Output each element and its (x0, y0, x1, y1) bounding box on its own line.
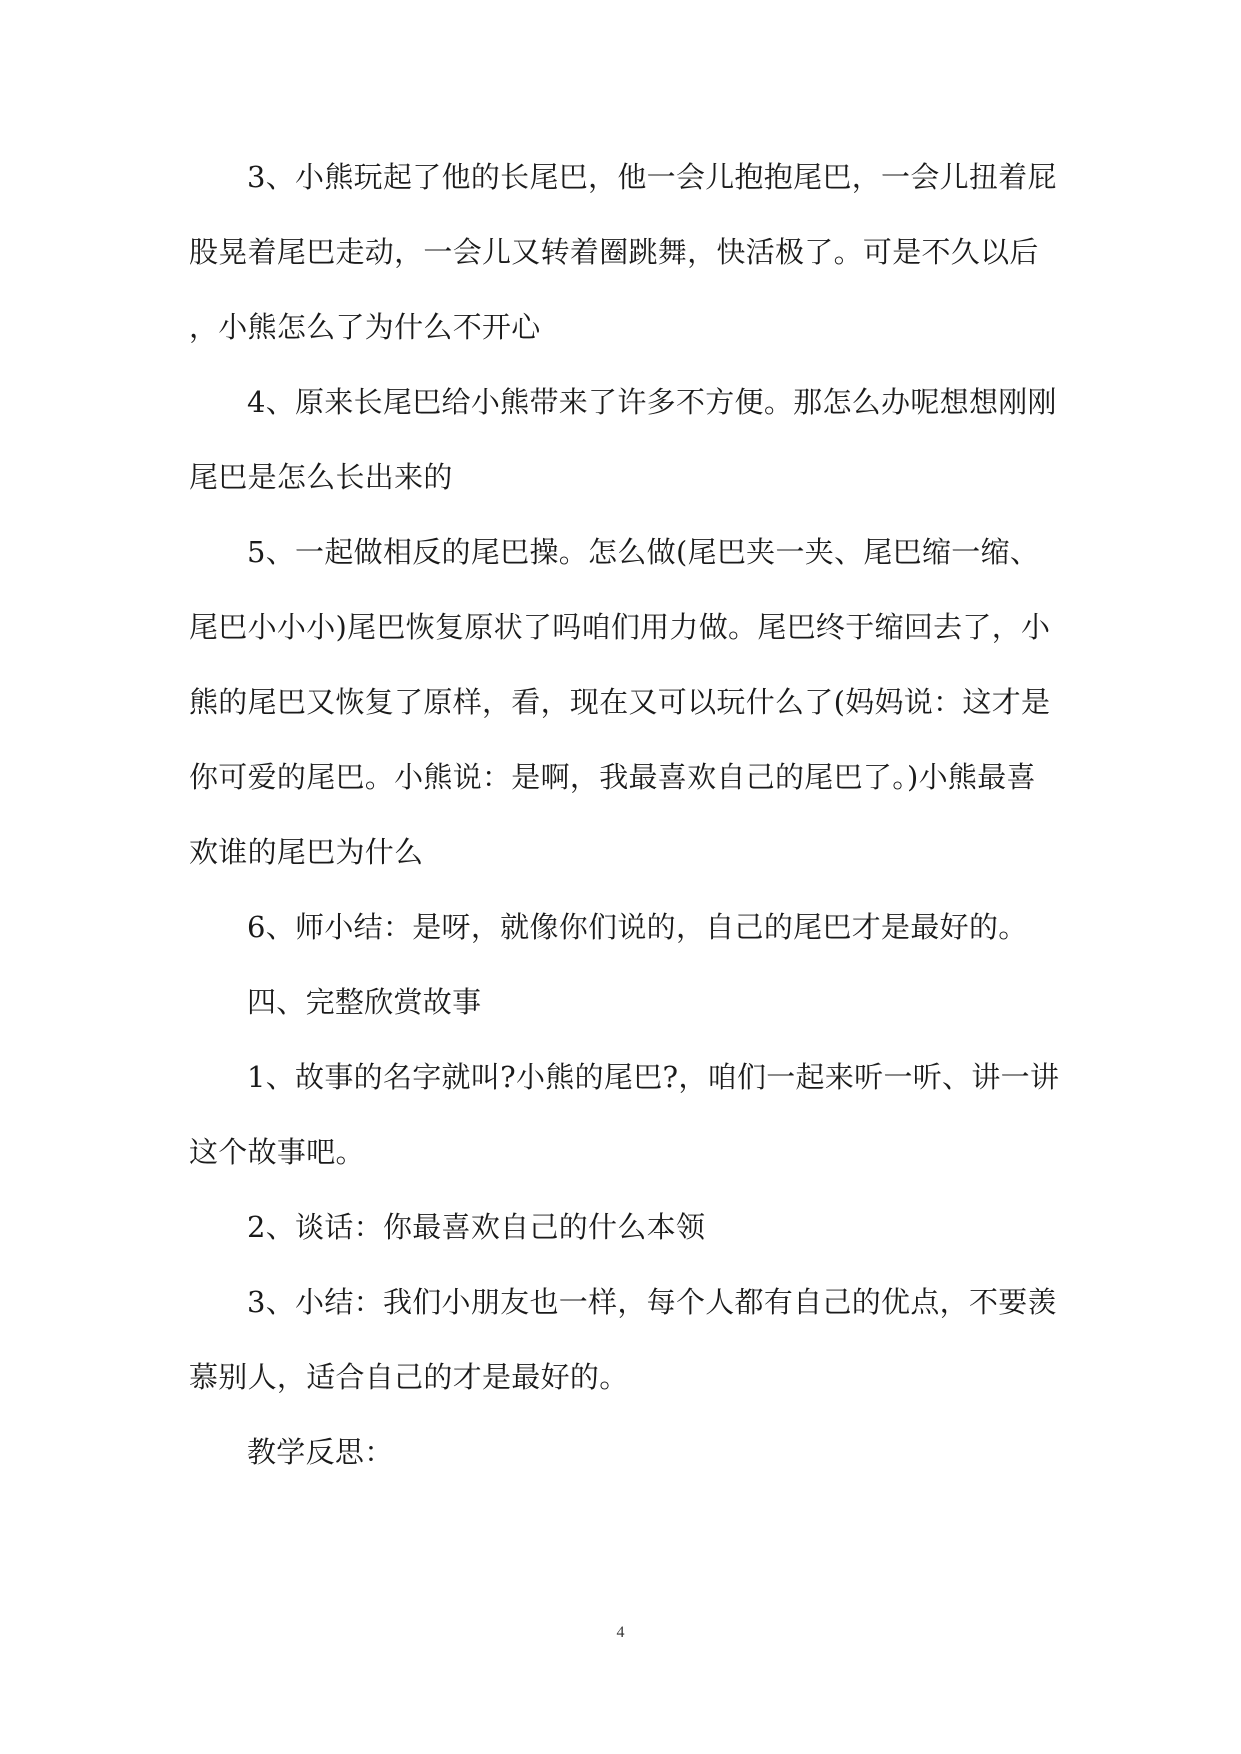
paragraph-5-line-5: 欢谁的尾巴为什么 (189, 835, 424, 869)
item-2-line-1: 2、谈话：你最喜欢自己的什么本领 (247, 1210, 706, 1244)
paragraph-4-line-1: 4、原来长尾巴给小熊带来了许多不方便。那怎么办呢想想刚刚 (247, 385, 1057, 419)
item-1-line-2: 这个故事吧。 (189, 1135, 365, 1169)
paragraph-6-line-1: 6、师小结：是呀，就像你们说的，自己的尾巴才是最好的。 (247, 910, 1028, 944)
paragraph-3-line-2: 股晃着尾巴走动，一会儿又转着圈跳舞，快活极了。可是不久以后 (189, 235, 1039, 269)
paragraph-4-line-2: 尾巴是怎么长出来的 (189, 460, 453, 494)
item-1-line-1: 1、故事的名字就叫?小熊的尾巴?，咱们一起来听一听、讲一讲 (247, 1060, 1060, 1094)
page-number: 4 (616, 1624, 625, 1641)
paragraph-3-line-3: ，小熊怎么了为什么不开心 (189, 310, 541, 344)
teaching-reflection-heading: 教学反思： (247, 1435, 394, 1469)
paragraph-5-line-4: 你可爱的尾巴。小熊说：是啊，我最喜欢自己的尾巴了。)小熊最喜 (189, 760, 1036, 794)
paragraph-3-line-1: 3、小熊玩起了他的长尾巴，他一会儿抱抱尾巴，一会儿扭着屁 (247, 160, 1057, 194)
paragraph-5-line-3: 熊的尾巴又恢复了原样，看，现在又可以玩什么了(妈妈说：这才是 (189, 685, 1051, 719)
paragraph-5-line-2: 尾巴小小小)尾巴恢复原状了吗咱们用力做。尾巴终于缩回去了，小 (189, 610, 1051, 644)
section-heading-4: 四、完整欣赏故事 (247, 985, 482, 1019)
item-3-line-2: 慕别人，适合自己的才是最好的。 (189, 1360, 629, 1394)
item-3-line-1: 3、小结：我们小朋友也一样，每个人都有自己的优点，不要羡 (247, 1285, 1057, 1319)
paragraph-5-line-1: 5、一起做相反的尾巴操。怎么做(尾巴夹一夹、尾巴缩一缩、 (247, 535, 1040, 569)
